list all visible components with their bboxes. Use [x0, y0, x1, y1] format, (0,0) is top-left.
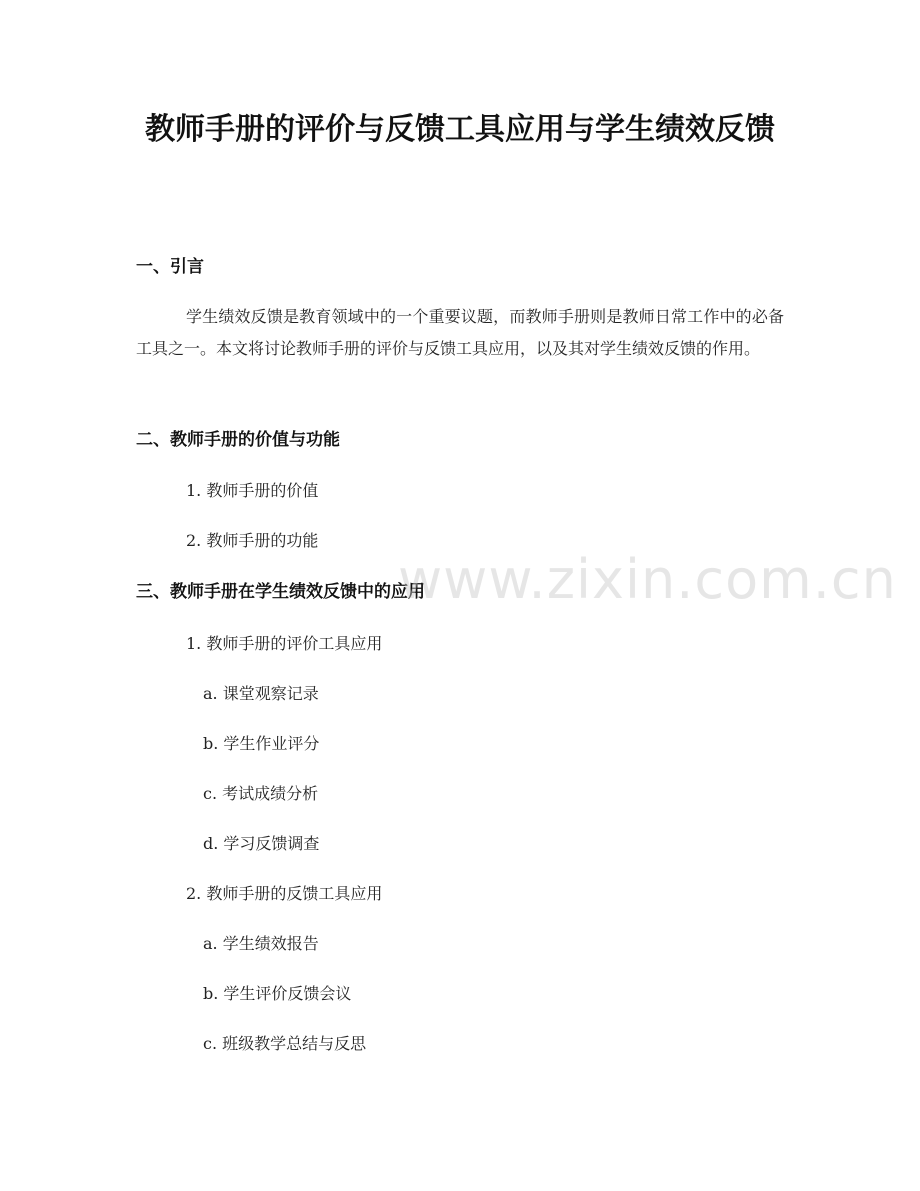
- section-heading-application: 三、教师手册在学生绩效反馈中的应用: [136, 582, 425, 602]
- section-heading-value-function: 二、教师手册的价值与功能: [136, 430, 340, 450]
- document-title: 教师手册的评价与反馈工具应用与学生绩效反馈: [145, 112, 775, 147]
- sub-list-item: c. 考试成绩分析: [203, 784, 319, 803]
- sub-list-item: a. 课堂观察记录: [203, 684, 319, 703]
- sub-list-item: c. 班级教学总结与反思: [203, 1034, 367, 1053]
- intro-paragraph: 学生绩效反馈是教育领域中的一个重要议题，而教师手册则是教师日常工作中的必备工具之一。本文将讨论教师手册的评价与反馈工具应用，以及其对学生绩效反馈的作用。: [136, 307, 784, 358]
- list-item: 1. 教师手册的评价工具应用: [186, 634, 383, 653]
- sub-list-item: a. 学生绩效报告: [203, 934, 319, 953]
- section-heading-intro: 一、引言: [136, 257, 204, 277]
- sub-list-item: b. 学生评价反馈会议: [203, 984, 352, 1003]
- list-item: 2. 教师手册的反馈工具应用: [186, 884, 383, 903]
- watermark-text: www.zixin.com.cn: [398, 548, 897, 611]
- list-item: 2. 教师手册的功能: [186, 531, 319, 550]
- list-item: 1. 教师手册的价值: [186, 481, 319, 500]
- sub-list-item: d. 学习反馈调查: [203, 834, 320, 853]
- sub-list-item: b. 学生作业评分: [203, 734, 320, 753]
